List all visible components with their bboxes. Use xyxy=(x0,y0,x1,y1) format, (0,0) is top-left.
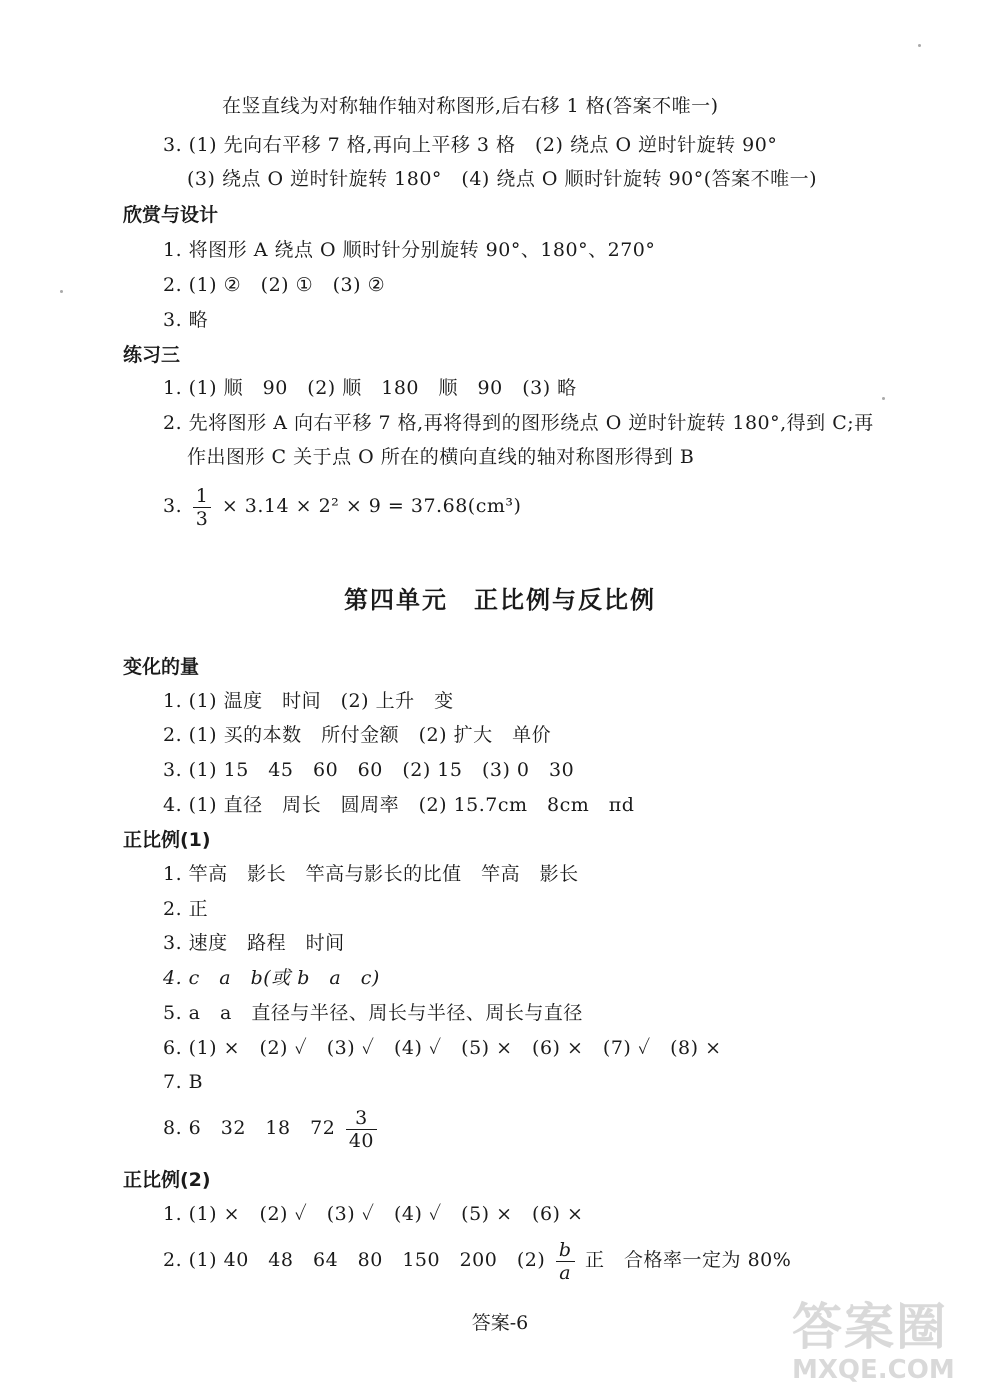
prop1-item-1: 1. 竿高 影长 竿高与影长的比值 竿高 影长 xyxy=(163,863,579,885)
prop1-item-3: 3. 速度 路程 时间 xyxy=(163,932,345,954)
prop2-item-2-values: 2. (1) 40 48 64 80 150 200 (2) xyxy=(163,1249,546,1271)
prop1-item-6: 6. (1) × (2) ✓ (3) ✓ (4) ✓ (5) × (6) × (7) ✓ (8) × xyxy=(163,1037,722,1059)
prop1-item-4: 4. c a b(或 b a c) xyxy=(163,967,380,989)
scan-speck xyxy=(918,44,921,47)
heading-proportion-1: 正比例(1) xyxy=(123,829,211,851)
fraction-numerator: 1 xyxy=(193,485,212,508)
design-item-1: 1. 将图形 A 绕点 O 顺时针分别旋转 90°、180°、270° xyxy=(163,239,656,261)
heading-exercise-3: 练习三 xyxy=(123,344,181,366)
prop2-item-2-suffix: 正 合格率一定为 80% xyxy=(585,1249,792,1271)
fraction-numerator: 3 xyxy=(346,1107,377,1130)
fraction-three-fortieths xyxy=(346,1107,377,1152)
ex3-item-1: 1. (1) 顺 90 (2) 顺 180 顺 90 (3) 略 xyxy=(163,377,577,399)
change-item-1: 1. (1) 温度 时间 (2) 上升 变 xyxy=(163,690,454,712)
prop2-item-1: 1. (1) × (2) ✓ (3) ✓ (4) ✓ (5) × (6) × xyxy=(163,1203,584,1225)
unit-title: 第四单元 正比例与反比例 xyxy=(344,586,656,614)
change-item-3: 3. (1) 15 45 60 60 (2) 15 (3) 0 30 xyxy=(163,759,575,781)
watermark-logo xyxy=(792,1299,982,1389)
top-line-1: 在竖直线为对称轴作轴对称图形,后右移 1 格(答案不唯一) xyxy=(222,95,719,117)
design-item-3: 3. 略 xyxy=(163,309,209,331)
scan-speck xyxy=(882,397,885,400)
ex3-item-3 xyxy=(163,482,521,530)
prop1-item-2: 2. 正 xyxy=(163,898,209,920)
change-item-4: 4. (1) 直径 周长 圆周率 (2) 15.7cm 8cm πd xyxy=(163,794,635,816)
watermark-text: 答案圈 xyxy=(792,1298,948,1356)
fraction-one-third xyxy=(193,485,212,530)
prop1-item-7: 7. B xyxy=(163,1071,204,1093)
fraction-denominator: a xyxy=(559,1261,572,1284)
fraction-numerator: b xyxy=(556,1239,575,1262)
ex3-item-3-prefix: 3. xyxy=(163,495,183,517)
fraction-b-over-a xyxy=(556,1239,575,1284)
ex3-item-2-line-1: 2. 先将图形 A 向右平移 7 格,再将得到的图形绕点 O 逆时针旋转 180°,得到 C;再 xyxy=(163,412,874,434)
watermark-url: MXQE.COM xyxy=(792,1355,955,1385)
fraction-denominator: 3 xyxy=(195,507,209,530)
page-footer: 答案-6 xyxy=(471,1312,529,1334)
ex3-item-3-expression: × 3.14 × 2² × 9 = 37.68(cm³) xyxy=(221,495,522,517)
top-line-2: 3. (1) 先向右平移 7 格,再向上平移 3 格 (2) 绕点 O 逆时针旋转 90° xyxy=(163,134,778,156)
scan-speck xyxy=(60,290,63,293)
ex3-item-2-line-2: 作出图形 C 关于点 O 所在的横向直线的轴对称图形得到 B xyxy=(187,446,695,468)
prop1-item-8 xyxy=(163,1104,381,1152)
design-item-2: 2. (1) ② (2) ① (3) ② xyxy=(163,274,386,296)
change-item-2: 2. (1) 买的本数 所付金额 (2) 扩大 单价 xyxy=(163,724,552,746)
prop1-item-8-values: 8. 6 32 18 72 xyxy=(163,1117,336,1139)
heading-proportion-2: 正比例(2) xyxy=(123,1169,211,1191)
prop2-item-2 xyxy=(163,1236,791,1284)
heading-changing-quantity: 变化的量 xyxy=(123,656,200,678)
fraction-denominator: 40 xyxy=(348,1129,375,1152)
heading-design: 欣赏与设计 xyxy=(123,204,219,226)
prop1-item-5: 5. a a 直径与半径、周长与半径、周长与直径 xyxy=(163,1002,583,1024)
top-line-3: (3) 绕点 O 逆时针旋转 180° (4) 绕点 O 顺时针旋转 90°(答案不唯一) xyxy=(187,168,818,190)
